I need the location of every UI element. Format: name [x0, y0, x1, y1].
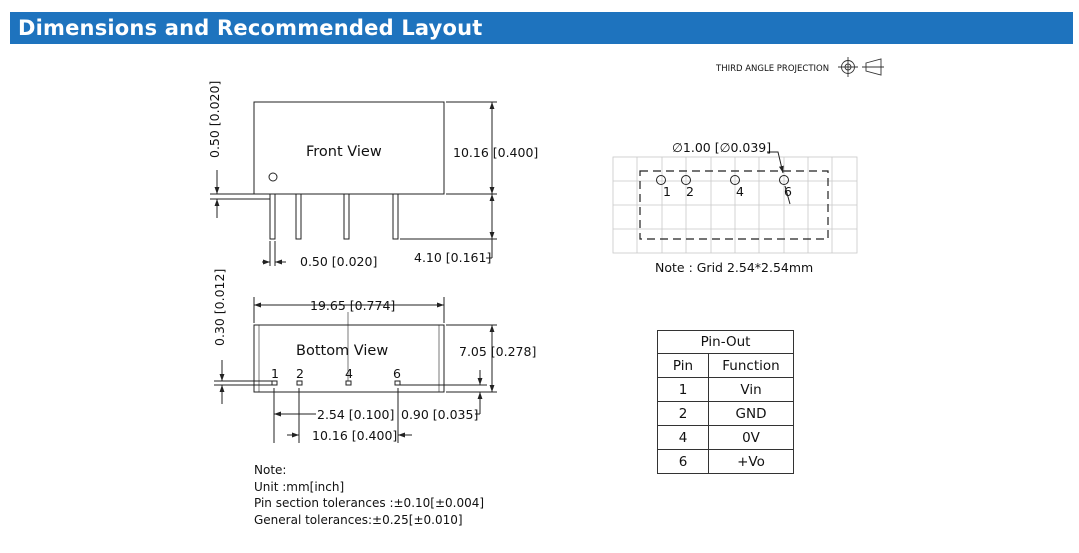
bottom-pad-dim: 0.30 [0.012]	[212, 268, 227, 346]
bottom-span-dim: 10.16 [0.400]	[312, 428, 398, 443]
front-height-dim: 10.16 [0.400]	[453, 145, 539, 160]
front-pin	[296, 194, 301, 239]
table-row	[658, 426, 794, 450]
note-line: Unit :mm[inch]	[254, 479, 345, 494]
pinout-header-pin: Pin	[658, 354, 709, 378]
function-cell: Vin	[709, 378, 794, 402]
bottom-pin-label: 4	[345, 366, 353, 381]
bottom-length-dim: 19.65 [0.774]	[310, 298, 396, 313]
function-cell: GND	[709, 402, 794, 426]
table-row	[658, 378, 794, 402]
pin-cell: 1	[658, 378, 709, 402]
layout-pin-label: 2	[686, 184, 694, 199]
bottom-pitch-dim: 2.54 [0.100]	[317, 407, 395, 422]
projection-label: THIRD ANGLE PROJECTION	[716, 64, 830, 74]
front-view-title: Front View	[306, 144, 382, 160]
bottom-view-title: Bottom View	[296, 343, 389, 359]
layout-holes	[657, 152, 791, 204]
bottom-edge-dim: 0.90 [0.035]	[401, 407, 479, 422]
note-line: General tolerances:±0.25[±0.010]	[254, 512, 463, 527]
function-cell: 0V	[709, 426, 794, 450]
hole-diameter-dim: ∅1.00 [∅0.039]	[672, 140, 772, 155]
grid-note: Note : Grid 2.54*2.54mm	[655, 260, 814, 275]
front-pin	[270, 194, 275, 239]
table-row	[658, 402, 794, 426]
bottom-width-dim: 7.05 [0.278]	[459, 344, 537, 359]
projection-symbol	[715, 57, 884, 77]
pin-cell: 4	[658, 426, 709, 450]
section-title: Dimensions and Recommended Layout	[18, 16, 483, 40]
front-view	[210, 102, 497, 266]
pin-cell: 2	[658, 402, 709, 426]
bottom-pad	[346, 381, 351, 385]
projection-icon	[838, 57, 884, 77]
function-cell: +Vo	[709, 450, 794, 474]
note-line: Pin section tolerances :±0.10[±0.004]	[254, 496, 485, 510]
front-pin-width-dim: 0.50 [0.020]	[300, 254, 378, 269]
front-pin	[393, 194, 398, 239]
pinout-caption: Pin-Out	[658, 331, 794, 354]
front-pin-length-dim: 4.10 [0.161]	[414, 250, 492, 265]
pinout-header-function: Function	[709, 354, 794, 378]
general-notes	[254, 462, 484, 528]
bottom-pad	[395, 381, 400, 385]
bottom-pin-label: 2	[296, 366, 304, 381]
layout-pin-label: 4	[736, 184, 744, 199]
bottom-pad	[297, 381, 302, 385]
pin1-marker	[269, 173, 277, 181]
bottom-pin-label: 6	[393, 366, 401, 381]
bottom-pin-label: 1	[271, 366, 279, 381]
notes-heading: Note:	[254, 463, 287, 477]
pin-cell: 6	[658, 450, 709, 474]
layout-pin-label: 1	[663, 184, 671, 199]
pinout-table	[657, 330, 794, 474]
layout-pin-label: 6	[784, 184, 792, 199]
table-row	[658, 450, 794, 474]
bottom-pad	[272, 381, 277, 385]
front-pin	[344, 194, 349, 239]
front-standoff-dim: 0.50 [0.020]	[207, 80, 222, 158]
